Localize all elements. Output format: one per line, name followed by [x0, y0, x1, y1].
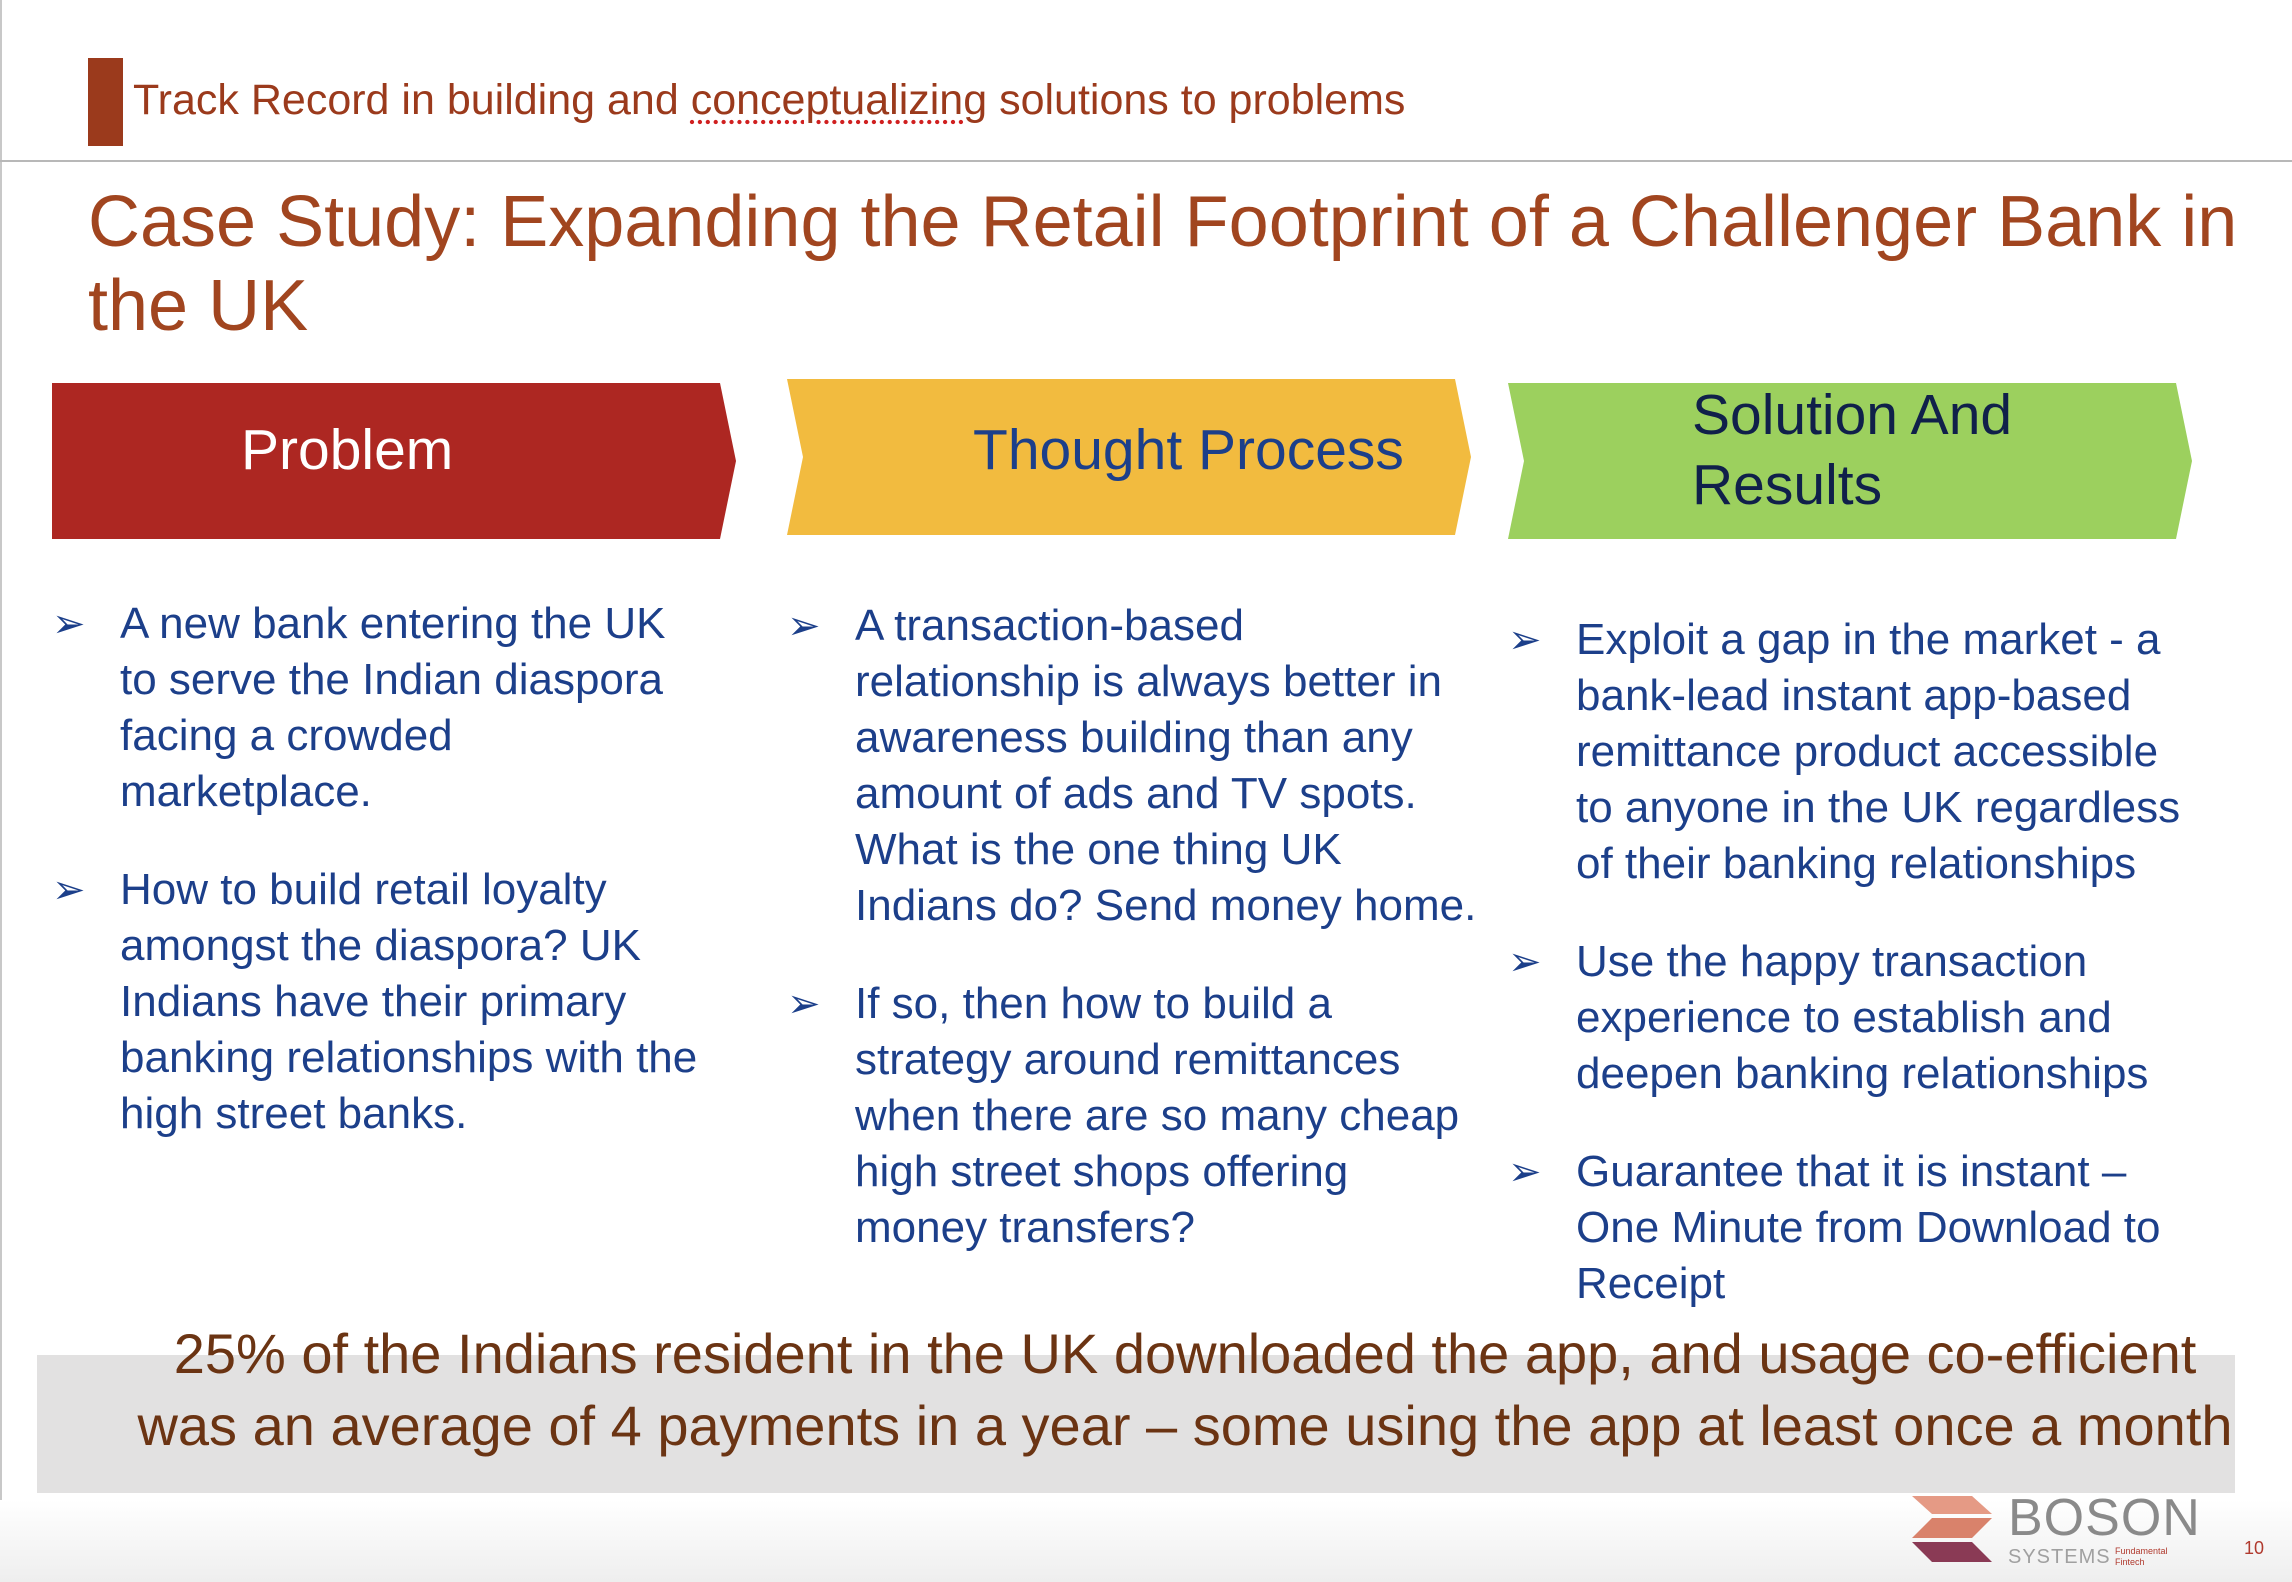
list-item — [787, 598, 1477, 934]
solution-column — [1508, 612, 2198, 1312]
arrow-bullet-icon: ➢ — [52, 602, 86, 646]
bullet-text: If so, then how to build a strategy around remittances when there are so many cheap high street shops offering money transfers? — [855, 979, 1460, 1252]
thought-heading: Thought Process — [973, 418, 1404, 482]
section-header-pre: Track Record in building and — [133, 76, 691, 124]
problem-column — [52, 596, 712, 1142]
boson-logo — [1910, 1490, 2210, 1570]
problem-heading: Problem — [241, 418, 454, 482]
solution-heading: Solution And Results — [1692, 383, 2013, 517]
list-item — [1508, 934, 2198, 1102]
list-item — [1508, 1144, 2198, 1312]
bullet-text: Guarantee that it is instant – One Minute from Download to Receipt — [1576, 1147, 2161, 1308]
arrow-bullet-icon: ➢ — [1508, 940, 1542, 984]
frame-border — [0, 0, 2, 1582]
bullet-text: A transaction-based relationship is always better in awareness building than any amount of ads and TV spots. What is the one thing UK Indians do? Send money home. — [855, 601, 1477, 930]
list-item — [787, 976, 1477, 1256]
page-number: 10 — [2244, 1538, 2265, 1558]
list-item — [1508, 612, 2198, 892]
spellcheck-word: conceptualizing — [690, 76, 988, 124]
bullet-text: Use the happy transaction experience to establish and deepen banking relationships — [1576, 937, 2149, 1098]
arrow-bullet-icon: ➢ — [1508, 618, 1542, 662]
logo-sub: SYSTEMS — [2008, 1546, 2111, 1568]
logo-tagline-2: Fintech — [2115, 1557, 2145, 1567]
slide-title: Case Study: Expanding the Retail Footprint of a Challenger Bank in the UK — [88, 182, 2238, 346]
bullet-text: Exploit a gap in the market - a bank-lead instant app-based remittance product accessible to anyone in the UK regardless of their banking relationships — [1576, 615, 2181, 888]
arrow-bullet-icon: ➢ — [787, 604, 821, 648]
section-header — [133, 76, 1405, 125]
result-text: 25% of the Indians resident in the UK downloaded the app, and usage co-efficient was an average of 4 payments in a year – some using the app at least once a month — [137, 1322, 2233, 1457]
section-header-post: solutions to problems — [987, 76, 1406, 124]
list-item — [52, 596, 712, 820]
arrow-bullet-icon: ➢ — [52, 868, 86, 912]
logo-tagline-1: Fundamental — [2115, 1546, 2168, 1556]
logo-name: BOSON — [2008, 1489, 2201, 1547]
bullet-text: A new bank entering the UK to serve the Indian diaspora facing a crowded marketplace. — [120, 599, 666, 816]
list-item — [52, 862, 712, 1142]
arrow-bullet-icon: ➢ — [1508, 1150, 1542, 1194]
header-accent-bar — [88, 58, 123, 146]
arrow-bullet-icon: ➢ — [787, 982, 821, 1026]
header-divider — [0, 160, 2292, 162]
thought-column — [787, 598, 1477, 1256]
bullet-text: How to build retail loyalty amongst the diaspora? UK Indians have their primary banking relationships with the high street banks. — [120, 865, 698, 1138]
